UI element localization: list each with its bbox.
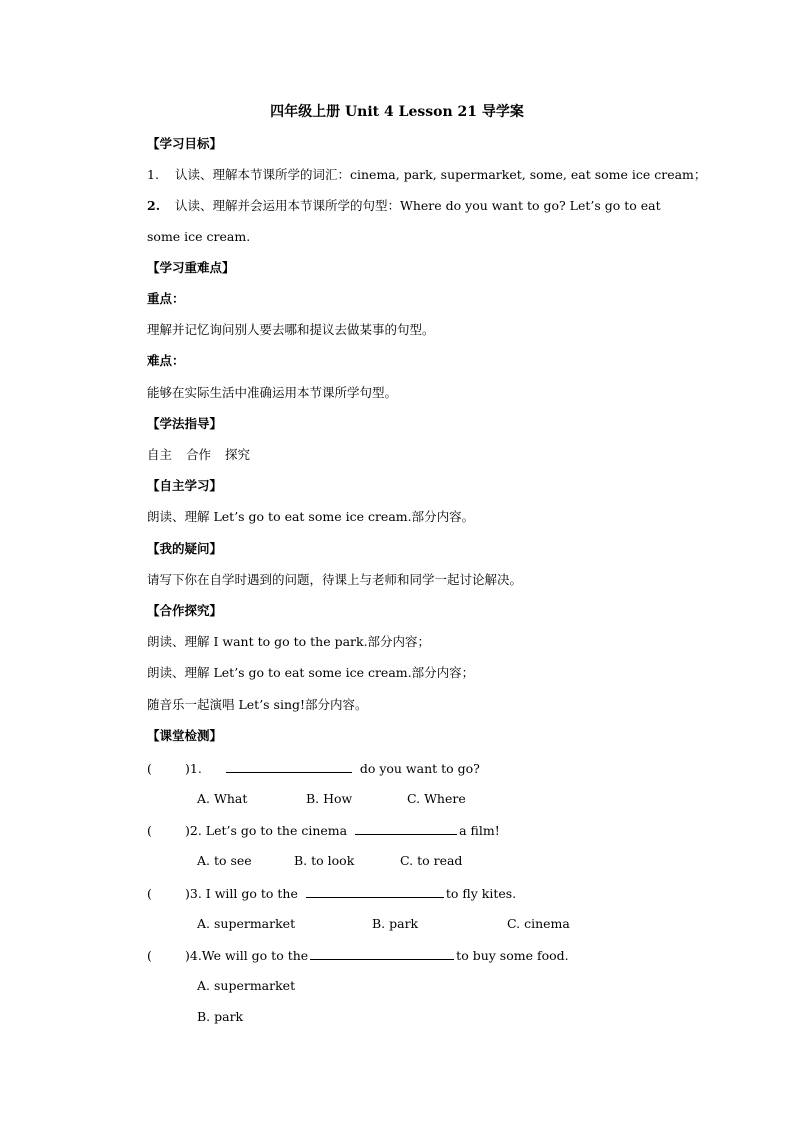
q1-option-a: A. What [197,791,248,806]
fill-blank-1[interactable] [226,760,352,773]
question-4-after: to buy some food. [456,948,569,963]
answer-paren-3[interactable]: ( [147,886,152,901]
method-3: 探究 [225,447,251,462]
coop-item-2: 朗读、理解 Let’s go to eat some ice cream.部分内容； [147,665,475,680]
question-2-after: a film! [459,823,500,838]
objective-2-continued: some ice cream. [147,229,251,244]
test-heading: 【课堂检测】 [147,728,223,743]
question-1-text: do you want to go? [359,761,480,776]
key-points-heading: 【学习重难点】 [147,260,235,275]
objective-2 [147,198,661,214]
method-2: 合作 [186,447,212,462]
quiz-question-3 [147,885,516,902]
difficult-label: 难点： [147,353,185,368]
method-1: 自主 [147,447,173,462]
self-study-heading: 【自主学习】 [147,478,223,493]
coop-item-1: 朗读、理解 I want to go to the park.部分内容； [147,634,431,649]
coop-heading: 【合作探究】 [147,603,223,618]
coop-item-3: 随音乐一起演唱 Let’s sing!部分内容。 [147,697,368,712]
q2-option-a: A. to see [197,853,252,868]
fill-blank-3[interactable] [306,885,444,898]
q3-option-a: A. supermarket [197,916,296,931]
objective-2-number: 2. [147,198,161,213]
difficult-text: 能够在实际生活中准确运用本节课所学句型。 [147,385,398,400]
quiz-question-4 [147,947,569,964]
q2-option-b: B. to look [294,853,355,868]
fill-blank-2[interactable] [355,822,457,835]
q3-option-c: C. cinema [507,916,570,931]
quiz-question-1 [147,760,480,777]
q2-option-c: C. to read [400,853,463,868]
questions-text: 请写下你在自学时遇到的问题，待课上与老师和同学一起讨论解决。 [147,572,523,587]
objective-1 [147,167,706,183]
q4-option-a: A. supermarket [197,978,296,993]
question-1-number: )1. [185,761,202,776]
objective-1-text: 认读、理解本节课所学的词汇：cinema, park, supermarket, some, eat some ice cream； [175,167,707,182]
question-2-text: )2. Let’s go to the cinema [185,823,348,838]
question-3-after: to fly kites. [445,886,517,901]
questions-heading: 【我的疑问】 [147,541,223,556]
page-title: 四年级上册 Unit 4 Lesson 21 导学案 [270,104,524,120]
objective-1-number: 1. [147,167,159,182]
objective-2-text: 认读、理解并会运用本节课所学的句型：Where do you want to go? Let’s go to eat [175,198,661,213]
fill-blank-4[interactable] [310,947,454,960]
key-label: 重点： [147,291,185,306]
objectives-heading: 【学习目标】 [147,136,223,151]
q1-option-b: B. How [306,791,353,806]
self-study-text: 朗读、理解 Let’s go to eat some ice cream.部分内容。 [147,509,475,524]
method-heading: 【学法指导】 [147,416,223,431]
q1-option-c: C. Where [407,791,466,806]
answer-paren-4[interactable]: ( [147,948,152,963]
question-4-text: )4.We will go to the [185,948,309,963]
key-text: 理解并记忆询问别人要去哪和提议去做某事的句型。 [147,322,435,337]
quiz-question-2 [147,822,500,839]
q4-option-b: B. park [197,1009,244,1024]
question-3-text: )3. I will go to the [185,886,298,901]
method-line [147,447,250,463]
q3-option-b: B. park [372,916,419,931]
answer-paren-1[interactable]: ( [147,761,152,776]
answer-paren-2[interactable]: ( [147,823,152,838]
